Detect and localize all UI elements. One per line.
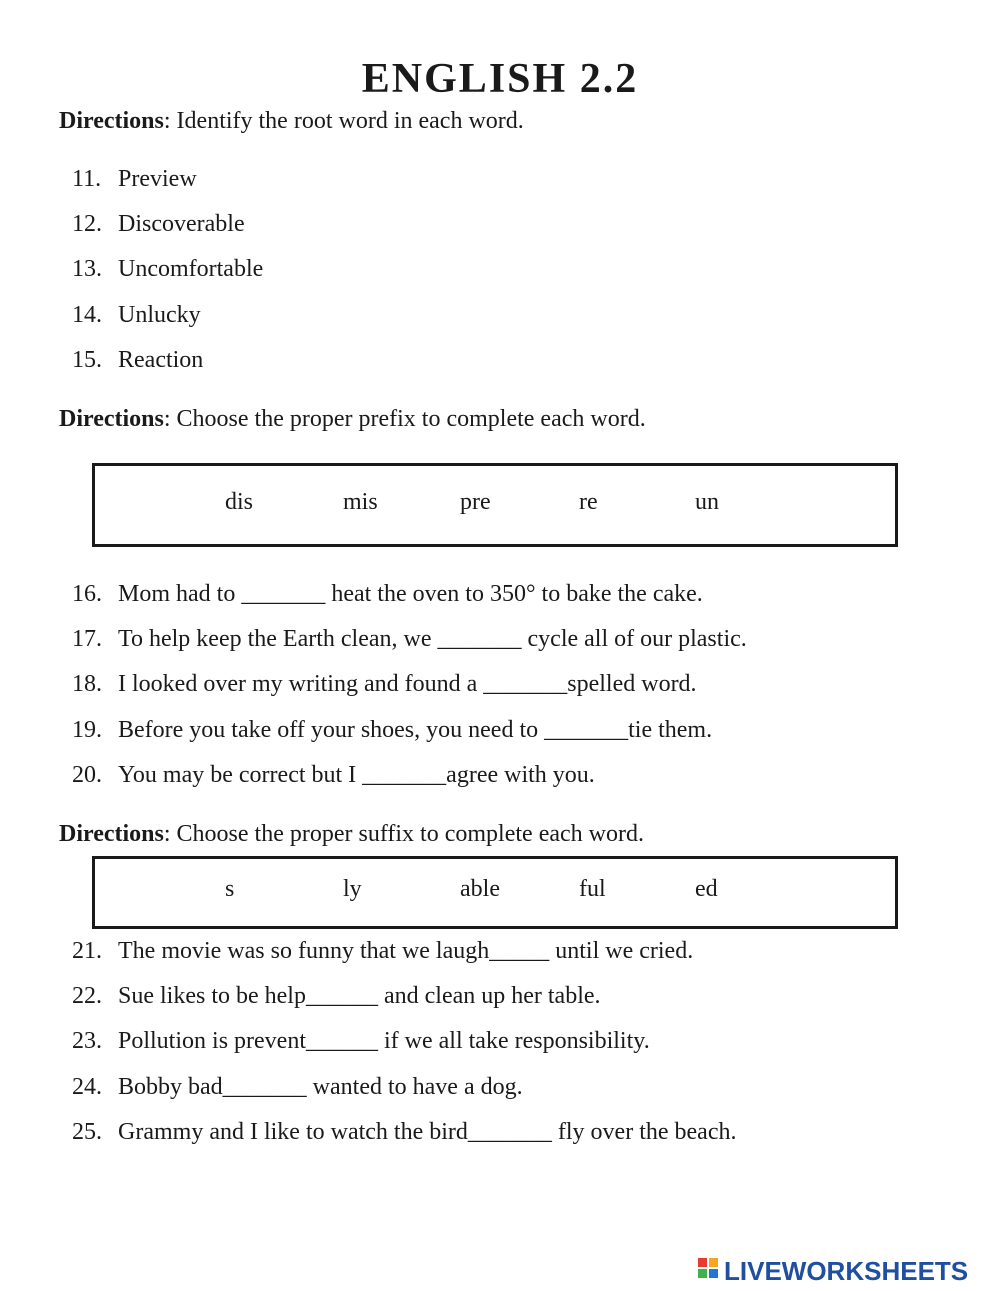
directions-root-word	[59, 109, 524, 133]
question-text: To help keep the Earth clean, we _______ cycle all of our plastic.	[118, 626, 747, 653]
prefix-option: dis	[225, 489, 254, 515]
question-text: Pollution is prevent______ if we all take responsibility.	[118, 1028, 650, 1055]
directions-label: Directions	[59, 406, 164, 432]
directions-text: : Choose the proper suffix to complete each word.	[163, 821, 644, 847]
question-text: You may be correct but I _______agree with you.	[118, 761, 595, 788]
question-16	[72, 582, 747, 627]
directions-label: Directions	[59, 821, 164, 847]
question-25	[72, 1120, 736, 1165]
question-number: 24.	[72, 1073, 102, 1100]
question-text: Reaction	[118, 346, 204, 373]
question-text: Bobby bad_______ wanted to have a dog.	[118, 1073, 523, 1100]
prefix-option: pre	[460, 489, 491, 515]
question-17	[72, 627, 747, 672]
question-number: 25.	[72, 1118, 102, 1145]
prefix-word-bank	[92, 463, 898, 547]
suffix-option: able	[460, 876, 500, 902]
suffix-option: ful	[579, 876, 606, 902]
question-number: 22.	[72, 983, 102, 1010]
question-text: Mom had to _______ heat the oven to 350° to bake the cake.	[118, 581, 703, 607]
liveworksheets-logo[interactable]	[698, 1256, 968, 1286]
question-number: 16.	[72, 581, 102, 607]
prefix-option: mis	[343, 489, 378, 515]
question-18	[72, 672, 747, 717]
liveworksheets-logo-icon	[698, 1258, 720, 1284]
question-list-prefixes	[72, 582, 747, 808]
question-text: Unlucky	[118, 301, 201, 328]
question-text: I looked over my writing and found a _______spelled word.	[118, 671, 697, 698]
logo-text: LIVEWORKSHEETS	[724, 1255, 969, 1286]
directions-text: : Identify the root word in each word.	[163, 108, 524, 134]
directions-text: : Choose the proper prefix to complete each word.	[163, 406, 646, 432]
question-text: Discoverable	[118, 211, 245, 238]
question-number: 11.	[72, 166, 102, 192]
question-14	[72, 303, 263, 348]
question-number: 17.	[72, 626, 102, 653]
question-number: 21.	[72, 938, 102, 964]
question-23	[72, 1029, 736, 1074]
question-text: The movie was so funny that we laugh_____ until we cried.	[118, 938, 694, 964]
question-24	[72, 1075, 736, 1120]
question-12	[72, 212, 263, 257]
question-number: 15.	[72, 346, 102, 373]
suffix-option: s	[225, 876, 235, 902]
question-text: Grammy and I like to watch the bird_______ fly over the beach.	[118, 1118, 737, 1145]
prefix-option: un	[695, 489, 719, 515]
directions-suffix	[59, 822, 644, 846]
question-number: 18.	[72, 671, 102, 698]
question-text: Sue likes to be help______ and clean up her table.	[118, 983, 601, 1010]
question-text: Uncomfortable	[118, 256, 264, 283]
question-text: Preview	[118, 166, 197, 192]
question-number: 13.	[72, 256, 102, 283]
suffix-option: ed	[695, 876, 718, 902]
question-list-root-words	[72, 167, 263, 393]
worksheet-title: ENGLISH 2.2	[361, 56, 639, 102]
question-number: 14.	[72, 301, 102, 328]
question-list-suffixes	[72, 939, 736, 1165]
prefix-option: re	[579, 489, 598, 515]
question-19	[72, 718, 747, 763]
question-15	[72, 348, 263, 393]
question-number: 19.	[72, 716, 102, 743]
directions-label: Directions	[59, 108, 164, 134]
question-13	[72, 257, 263, 302]
question-number: 20.	[72, 761, 102, 788]
directions-prefix	[59, 407, 646, 431]
question-number: 23.	[72, 1028, 102, 1055]
question-20	[72, 763, 747, 808]
question-number: 12.	[72, 211, 102, 238]
suffix-word-bank	[92, 856, 898, 929]
question-11	[72, 167, 263, 212]
question-text: Before you take off your shoes, you need to _______tie them.	[118, 716, 713, 743]
suffix-option: ly	[343, 876, 362, 902]
question-22	[72, 984, 736, 1029]
question-21	[72, 939, 736, 984]
